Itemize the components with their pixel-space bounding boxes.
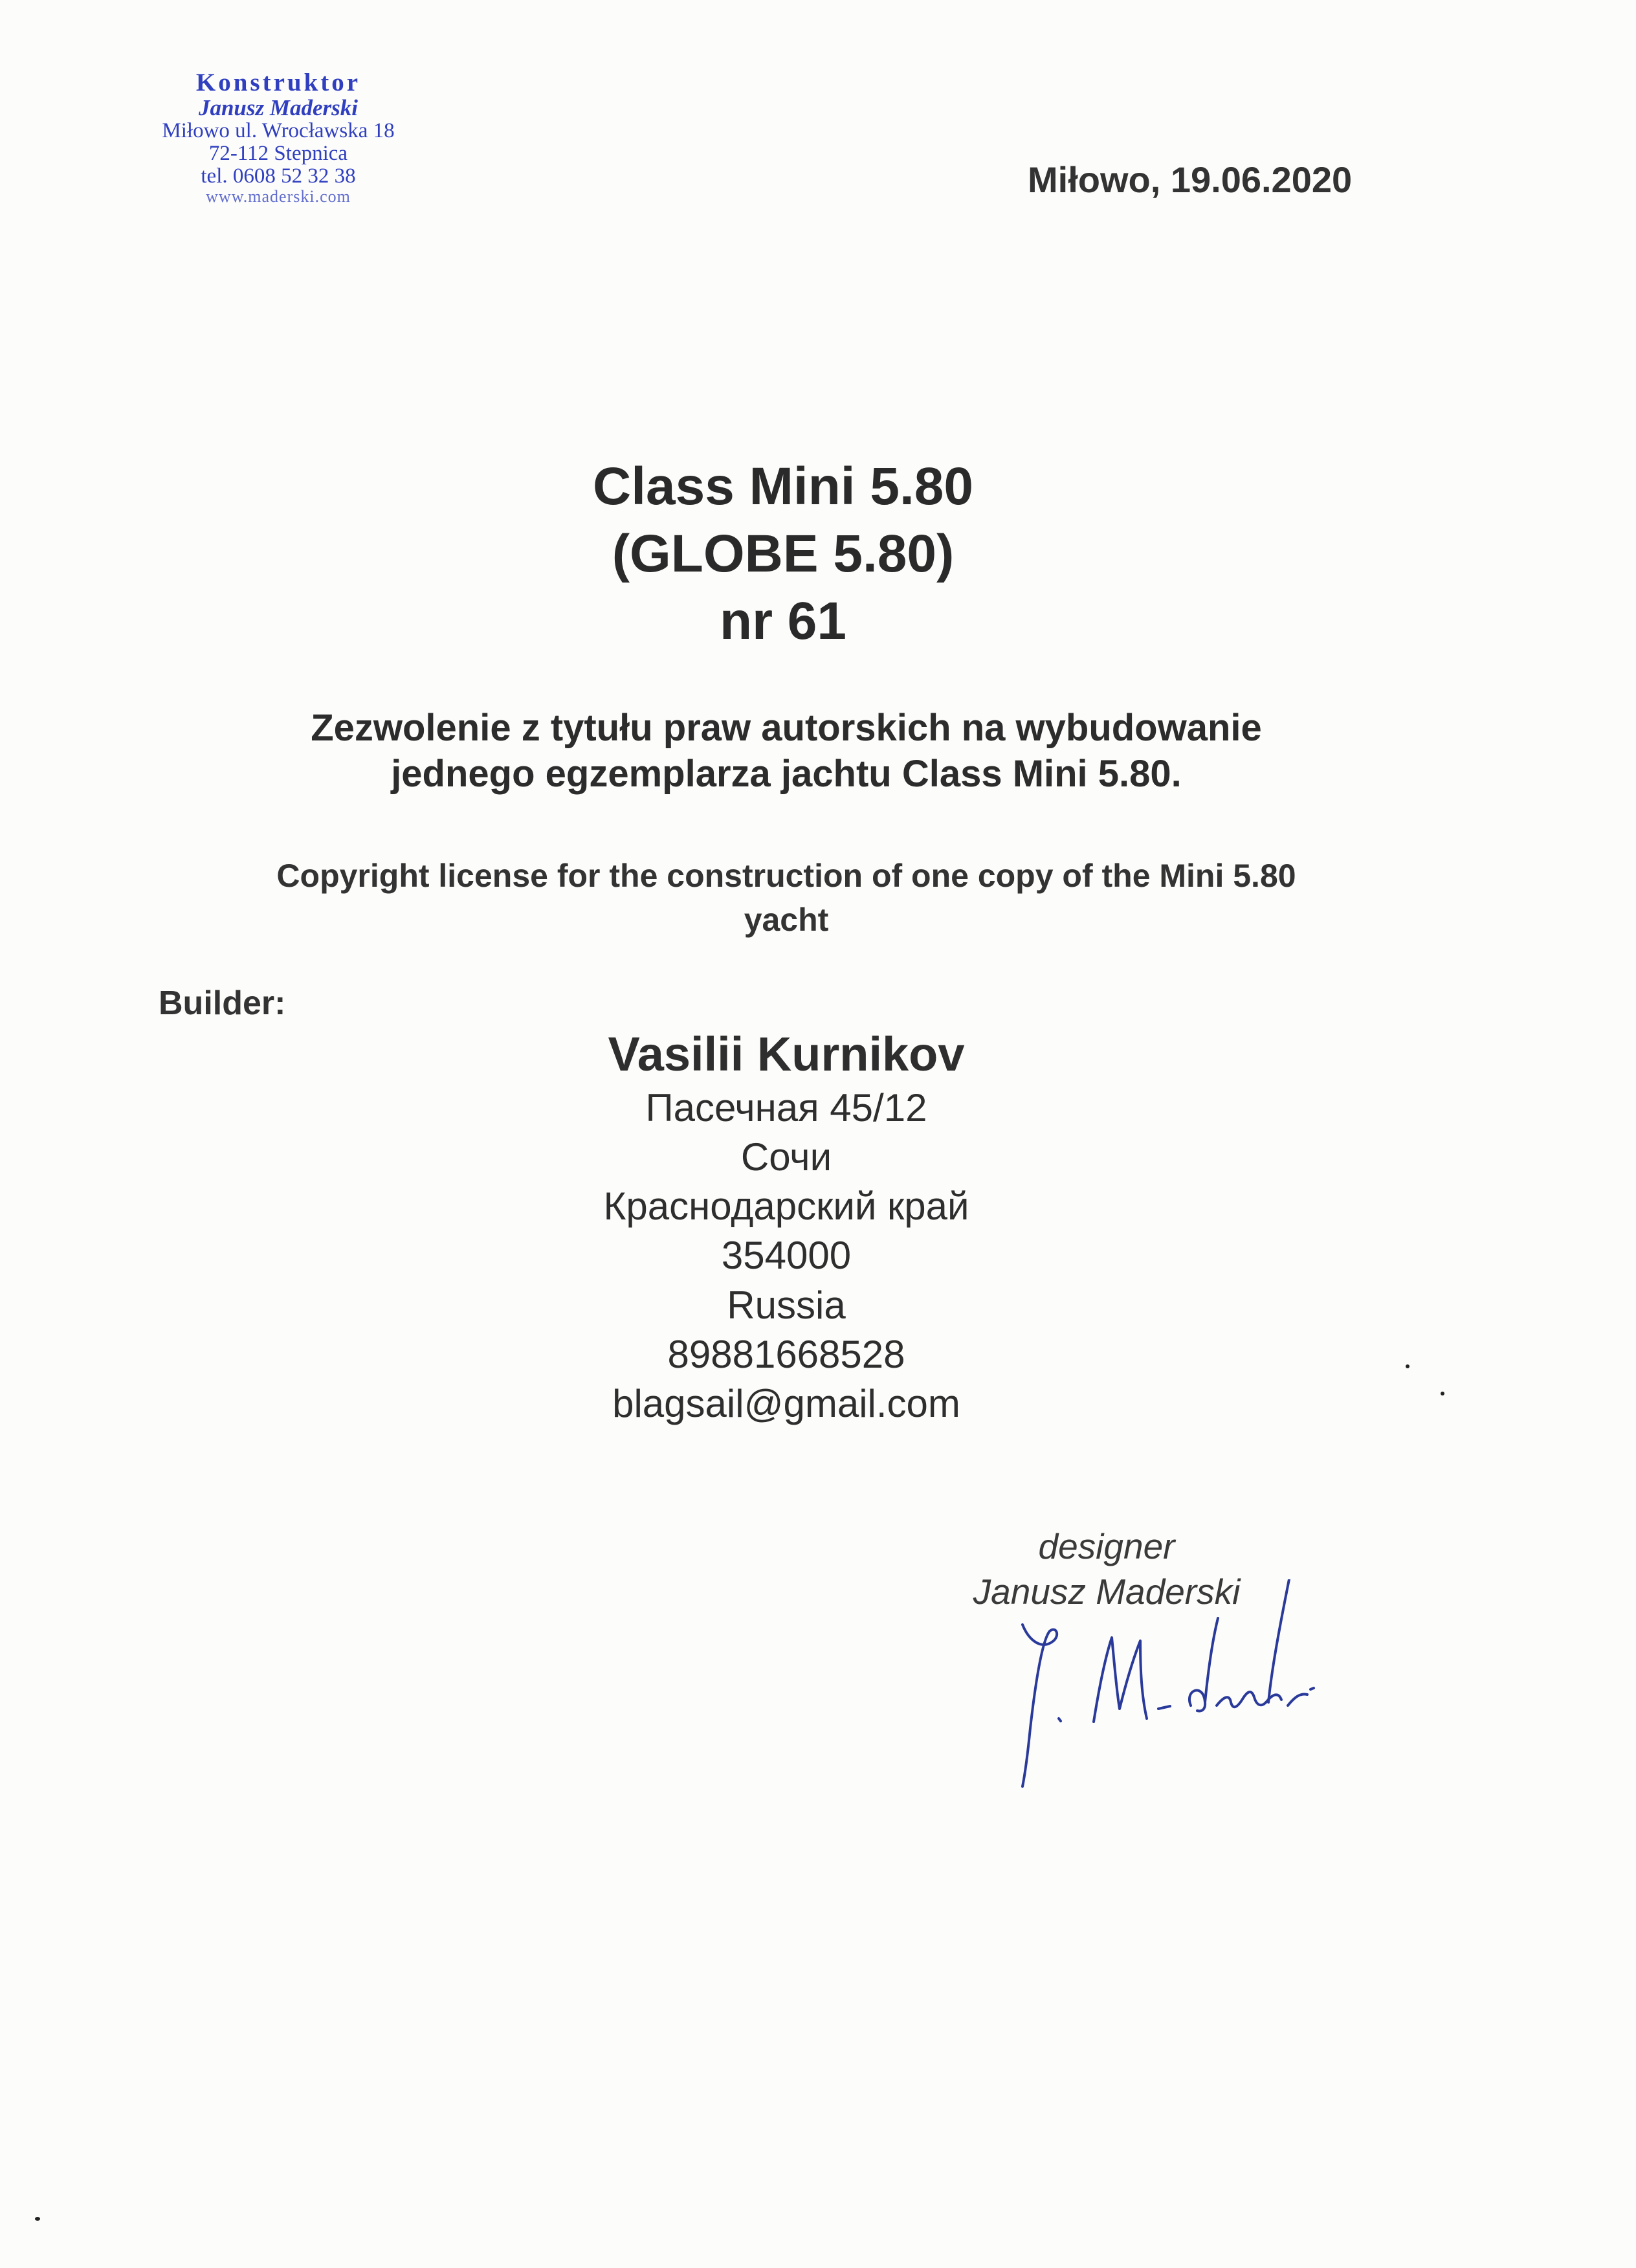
builder-street: Пасечная 45/12 [645,1085,927,1129]
title-line-1: Class Mini 5.80 [593,457,973,516]
license-line-2: yacht [744,901,829,938]
designer-role: designer [1038,1526,1175,1566]
scan-speck [35,2217,40,2221]
builder-country: Russia [727,1283,846,1327]
document-date: Miłowo, 19.06.2020 [1028,159,1353,200]
scan-speck [1406,1364,1409,1368]
builder-name: Vasilii Kurnikov [608,1027,965,1081]
stamp-owner: Janusz Maderski [198,95,359,120]
builder-postal-code: 354000 [721,1234,852,1278]
builder-phone: 89881668528 [667,1332,905,1376]
stamp-website: www.maderski.com [206,187,351,206]
scan-speck [1441,1392,1444,1395]
builder-details [0,1026,1573,1429]
license-line-1: Copyright license for the construction of one copy of the Mini 5.80 [276,858,1296,894]
builder-city: Сочи [740,1135,832,1179]
permission-line-2: jednego egzemplarza jachtu Class Mini 5.80. [391,752,1182,795]
builder-region: Краснодарский край [603,1184,969,1228]
title-line-2: (GLOBE 5.80) [612,524,955,584]
builder-email: blagsail@gmail.com [612,1381,960,1425]
permission-polish [0,706,1573,797]
permission-line-1: Zezwolenie z tytułu praw autorskich na wybudowanie [311,707,1262,749]
designer-name: Janusz Maderski [973,1571,1241,1612]
license-english [0,854,1573,942]
handwritten-signature [997,1579,1359,1799]
stamp-street: Miłowo ul. Wrocławska 18 [162,119,395,142]
stamp-phone: tel. 0608 52 32 38 [201,164,356,188]
stamp-postal: 72-112 Stepnica [208,142,348,165]
title-line-3: nr 61 [720,592,846,651]
company-stamp [123,70,434,205]
stamp-title: Konstruktor [195,69,361,96]
document-title [0,453,1566,655]
builder-label: Builder: [159,984,286,1022]
